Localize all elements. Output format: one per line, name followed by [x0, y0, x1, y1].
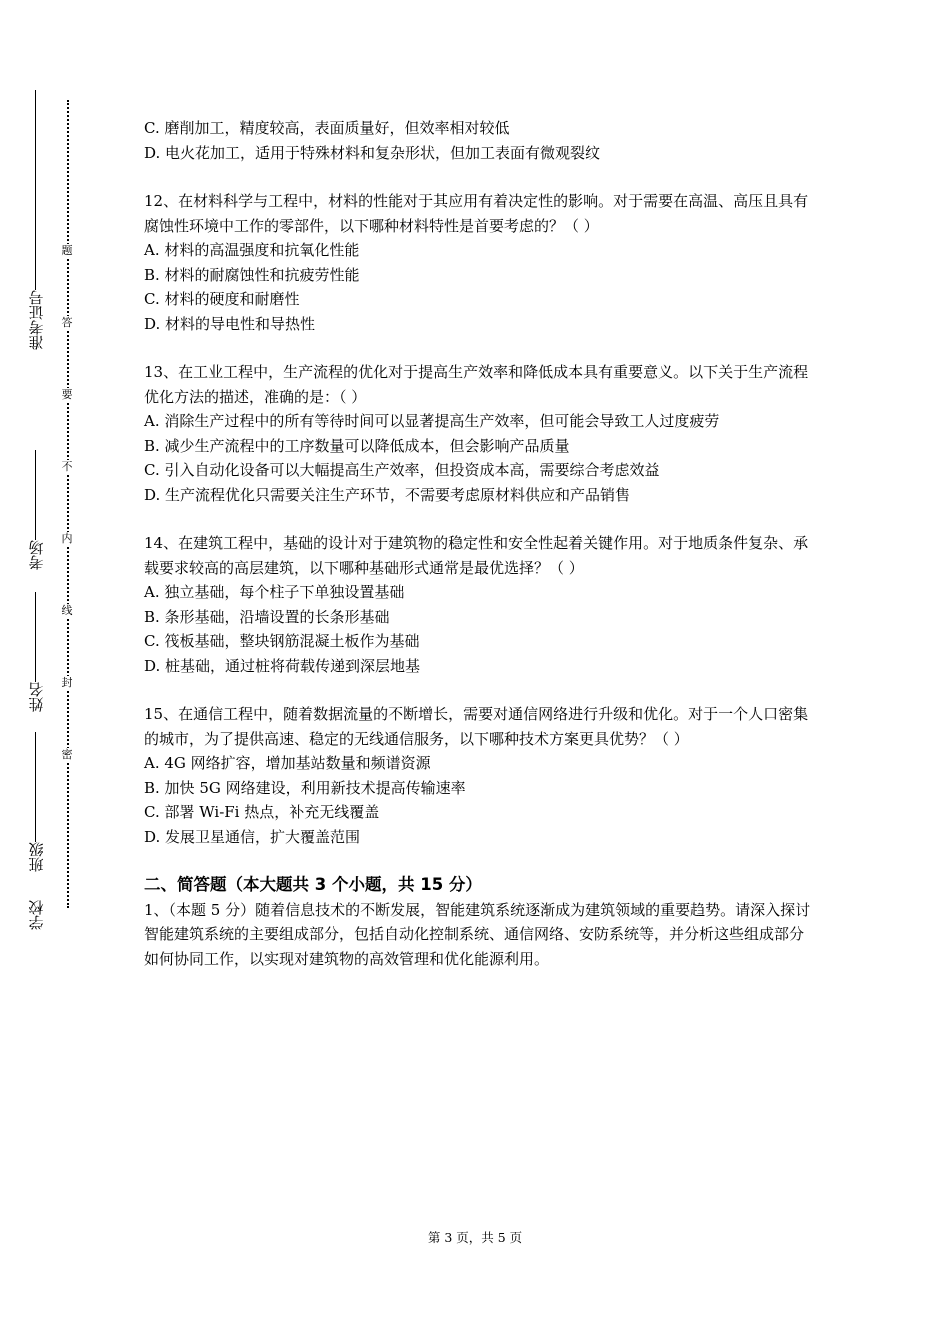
seal-char-bu: 不: [61, 460, 73, 473]
option-c: C. 部署 Wi-Fi 热点，补充无线覆盖: [144, 803, 380, 821]
field-name-line: [36, 592, 37, 682]
question-stem: 14、在建筑工程中，基础的设计对于建筑物的稳定性和安全性起着关键作用。对于地质条件复杂、承载要求较高的高层建筑，以下哪种基础形式通常是最优选择？（ ）: [144, 534, 809, 577]
field-exam-room-label: 考场: [27, 540, 46, 570]
seal-dotted-line: [67, 100, 69, 908]
option-a: A. 消除生产过程中的所有等待时间可以显著提高生产效率，但可能会导致工人过度疲劳: [144, 412, 720, 430]
seal-char-feng: 封: [61, 676, 73, 689]
page-number: 第 3 页，共 5 页: [427, 1230, 523, 1245]
option-a: A. 4G 网络扩容，增加基站数量和频谱资源: [144, 754, 431, 772]
option-d: D. 桩基础，通过桩将荷载传递到深层地基: [144, 656, 421, 675]
option-a: A. 独立基础，每个柱子下单独设置基础: [144, 583, 405, 601]
question-stem: 15、在通信工程中，随着数据流量的不断增长，需要对通信网络进行升级和优化。对于一个人口密集的城市，为了提供高速、稳定的无线通信服务，以下哪种技术方案更具优势？（ ）: [144, 705, 809, 748]
seal-char-yao: 要: [61, 388, 73, 401]
question-11-continued: [144, 116, 812, 165]
field-name: [18, 572, 54, 712]
seal-char-xian: 线: [61, 604, 73, 617]
question-12: [144, 189, 812, 336]
field-exam-room: [18, 430, 54, 570]
option-d: D. 电火花加工，适用于特殊材料和复杂形状，但加工表面有微观裂纹: [144, 143, 601, 162]
option-b: B. 加快 5G 网络建设，利用新技术提高传输速率: [144, 778, 466, 797]
field-exam-room-line: [36, 450, 37, 540]
seal-char-da: 答: [61, 316, 73, 329]
question-stem: 12、在材料科学与工程中，材料的性能对于其应用有着决定性的影响。对于需要在高温、高压且具有腐蚀性环境中工作的零部件，以下哪种材料特性是首要考虑的？（ ）: [144, 192, 809, 235]
field-class-label: 班级: [27, 842, 46, 872]
field-exam-number: [18, 80, 54, 350]
question-14: [144, 531, 812, 678]
option-d: D. 生产流程优化只需要关注生产环节，不需要考虑原材料供应和产品销售: [144, 485, 631, 504]
option-d: D. 材料的导电性和导热性: [144, 314, 316, 333]
option-a: A. 材料的高温强度和抗氧化性能: [144, 241, 360, 259]
option-c: C. 筏板基础，整块钢筋混凝土板作为基础: [144, 632, 420, 650]
option-b: B. 条形基础，沿墙设置的长条形基础: [144, 607, 390, 626]
question-stem: 13、在工业工程中，生产流程的优化对于提高生产效率和降低成本具有重要意义。以下关于生产流程优化方法的描述，准确的是：（ ）: [144, 363, 809, 406]
seal-char-mi: 密: [61, 748, 73, 761]
field-exam-number-label: 准考证号: [27, 290, 46, 350]
exam-content: [144, 116, 812, 971]
option-c: C. 材料的硬度和耐磨性: [144, 290, 300, 308]
option-b: B. 材料的耐腐蚀性和抗疲劳性能: [144, 265, 360, 284]
field-exam-number-line: [36, 90, 37, 290]
seal-char-ti: 题: [61, 244, 73, 257]
field-school: [18, 870, 54, 930]
option-b: B. 减少生产流程中的工序数量可以降低成本，但会影响产品质量: [144, 436, 570, 455]
field-school-label: 学校: [27, 900, 46, 930]
option-d: D. 发展卫星通信，扩大覆盖范围: [144, 827, 361, 846]
question-15: [144, 702, 812, 849]
short-answer-question-1: 1、（本题 5 分）随着信息技术的不断发展，智能建筑系统逐渐成为建筑领域的重要趋势。请深入探讨智能建筑系统的主要组成部分，包括自动化控制系统、通信网络、安防系统等，并分析这些组成部分如何协同工作，以实现对建筑物的高效管理和优化能源利用。: [144, 900, 811, 968]
field-class-line: [36, 732, 37, 842]
question-13: [144, 360, 812, 507]
option-c: C. 磨削加工，精度较高，表面质量好，但效率相对较低: [144, 119, 510, 137]
field-name-label: 姓名: [27, 682, 46, 712]
seal-char-nei: 内: [61, 532, 73, 545]
option-c: C. 引入自动化设备可以大幅提高生产效率，但投资成本高，需要综合考虑效益: [144, 461, 660, 479]
field-class: [18, 712, 54, 872]
section-title: 二、简答题（本大题共 3 个小题，共 15 分）: [144, 875, 482, 894]
